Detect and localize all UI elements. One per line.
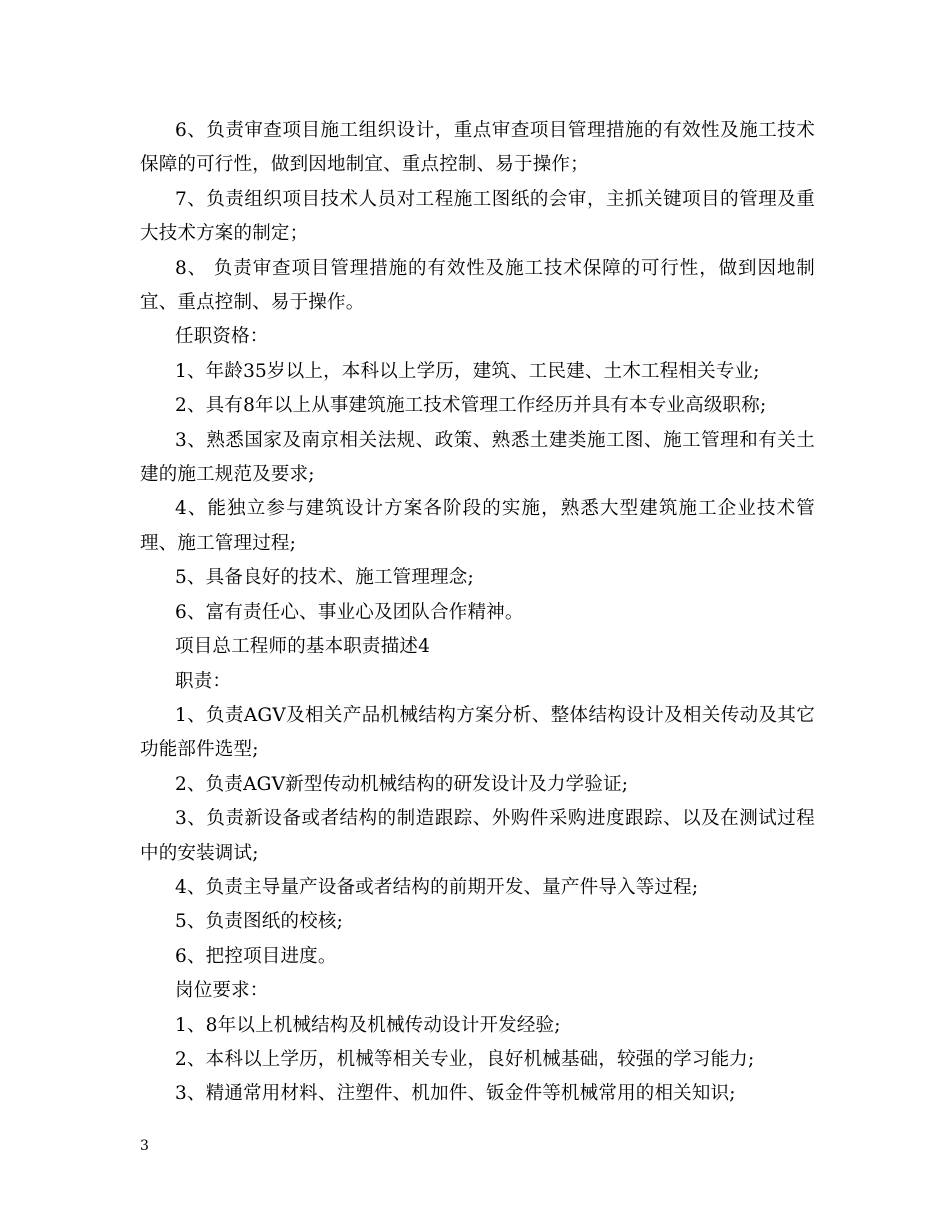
paragraph-duty-agv-6: 6、把控项目进度。: [175, 945, 337, 967]
paragraph-duty-agv-5: 5、负责图纸的校核;: [175, 911, 344, 933]
paragraph-qualification-6: 6、富有责任心、事业心及团队合作精神。: [175, 601, 524, 623]
paragraph-requirement-3: 3、精通常用材料、注塑件、机加件、钣金件等机械常用的相关知识;: [175, 1083, 736, 1105]
paragraph-duty-8: 8、 负责审查项目管理措施的有效性及施工技术保障的可行性，做到因地制宜、重点控制、易于操作。: [140, 257, 815, 314]
paragraph-duty-agv-4: 4、负责主导量产设备或者结构的前期开发、量产件导入等过程;: [175, 876, 699, 898]
paragraph-duty-7: 7、负责组织项目技术人员对工程施工图纸的会审，主抓关键项目的管理及重大技术方案的制定；: [140, 188, 815, 245]
paragraph-duty-agv-2: 2、负责AGV新型传动机械结构的研发设计及力学验证;: [175, 773, 629, 795]
paragraph-duty-agv-3: 3、负责新设备或者结构的制造跟踪、外购件采购进度跟踪、以及在测试过程中的安装调试;: [140, 808, 815, 864]
section-heading-qualifications: 任职资格：: [175, 326, 269, 348]
page-number: 3: [140, 1138, 149, 1154]
section-heading-requirements: 岗位要求：: [175, 980, 269, 1002]
paragraph-qualification-3: 3、熟悉国家及南京相关法规、政策、熟悉土建类施工图、施工管理和有关土建的施工规范及要求;: [140, 429, 815, 486]
document-body: [140, 114, 815, 1112]
paragraph-duty-6: 6、负责审查项目施工组织设计，重点审查项目管理措施的有效性及施工技术保障的可行性，做到因地制宜、重点控制、易于操作；: [140, 120, 815, 176]
paragraph-qualification-1: 1、年龄35岁以上，本科以上学历，建筑、工民建、土木工程相关专业;: [175, 360, 760, 382]
paragraph-requirement-2: 2、本科以上学历，机械等相关专业，良好机械基础，较强的学习能力;: [175, 1048, 755, 1070]
section-title-description-4: 项目总工程师的基本职责描述4: [175, 636, 431, 658]
paragraph-qualification-4: 4、能独立参与建筑设计方案各阶段的实施，熟悉大型建筑施工企业技术管理、施工管理过程;: [140, 498, 815, 554]
paragraph-qualification-5: 5、具备良好的技术、施工管理理念;: [175, 567, 474, 589]
section-heading-duties: 职责：: [175, 670, 232, 692]
paragraph-requirement-1: 1、8年以上机械结构及机械传动设计开发经验;: [175, 1014, 561, 1036]
paragraph-duty-agv-1: 1、负责AGV及相关产品机械结构方案分析、整体结构设计及相关传动及其它功能部件选型;: [140, 704, 815, 761]
paragraph-qualification-2: 2、具有8年以上从事建筑施工技术管理工作经历并具有本专业高级职称;: [175, 395, 767, 417]
